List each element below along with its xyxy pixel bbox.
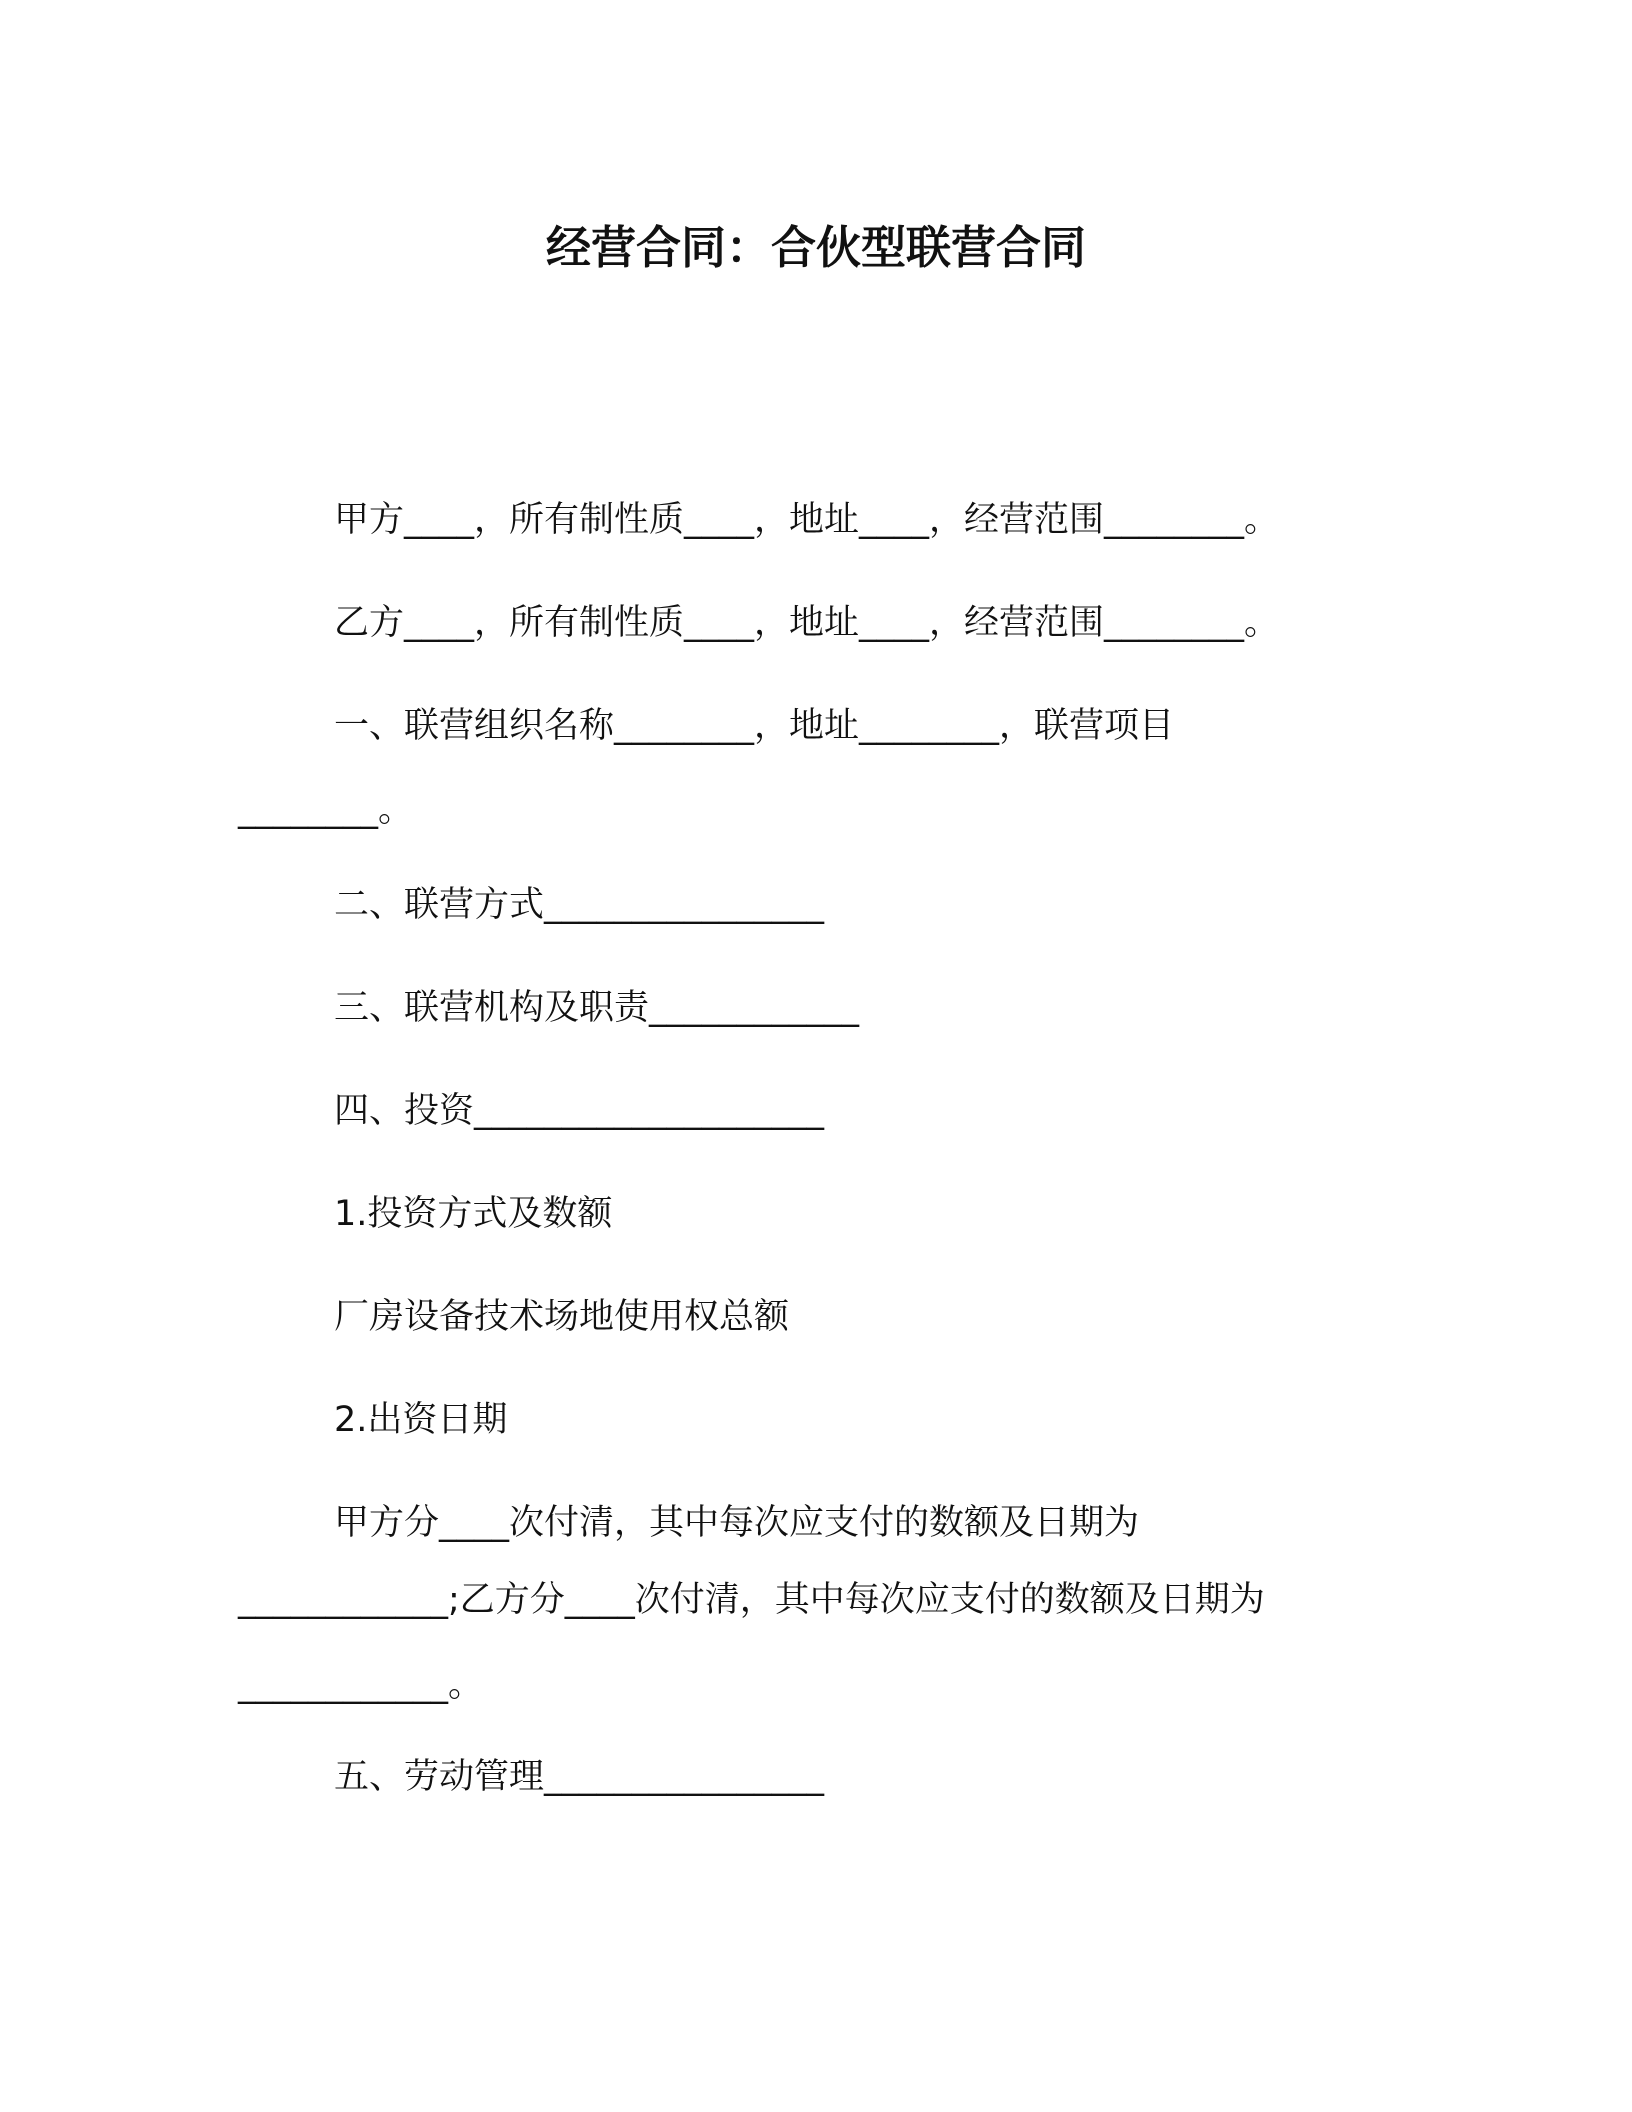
party-b-line: 乙方____，所有制性质____，地址____，经营范围________。 — [334, 603, 1280, 643]
payment-line-3: ____________。 — [238, 1665, 484, 1705]
item-1-content: 厂房设备技术场地使用权总额 — [334, 1297, 790, 1337]
clause-1-line: 一、联营组织名称________，地址________，联营项目 — [334, 706, 1175, 746]
party-a-line: 甲方____，所有制性质____，地址____，经营范围________。 — [334, 500, 1280, 540]
clause-1-continuation: ________。 — [238, 790, 414, 830]
clause-4-line: 四、投资____________________ — [334, 1091, 825, 1131]
payment-line-2: ____________;乙方分____次付清，其中每次应支付的数额及日期为 — [238, 1580, 1265, 1620]
clause-3-line: 三、联营机构及职责____________ — [334, 988, 860, 1028]
clause-2-line: 二、联营方式________________ — [334, 885, 825, 925]
payment-line-1: 甲方分____次付清，其中每次应支付的数额及日期为 — [334, 1503, 1140, 1543]
clause-5-line: 五、劳动管理________________ — [334, 1757, 825, 1797]
item-2-heading: 2.出资日期 — [334, 1400, 508, 1440]
item-1-heading: 1.投资方式及数额 — [334, 1194, 613, 1234]
document-title: 经营合同：合伙型联营合同 — [545, 221, 1086, 274]
